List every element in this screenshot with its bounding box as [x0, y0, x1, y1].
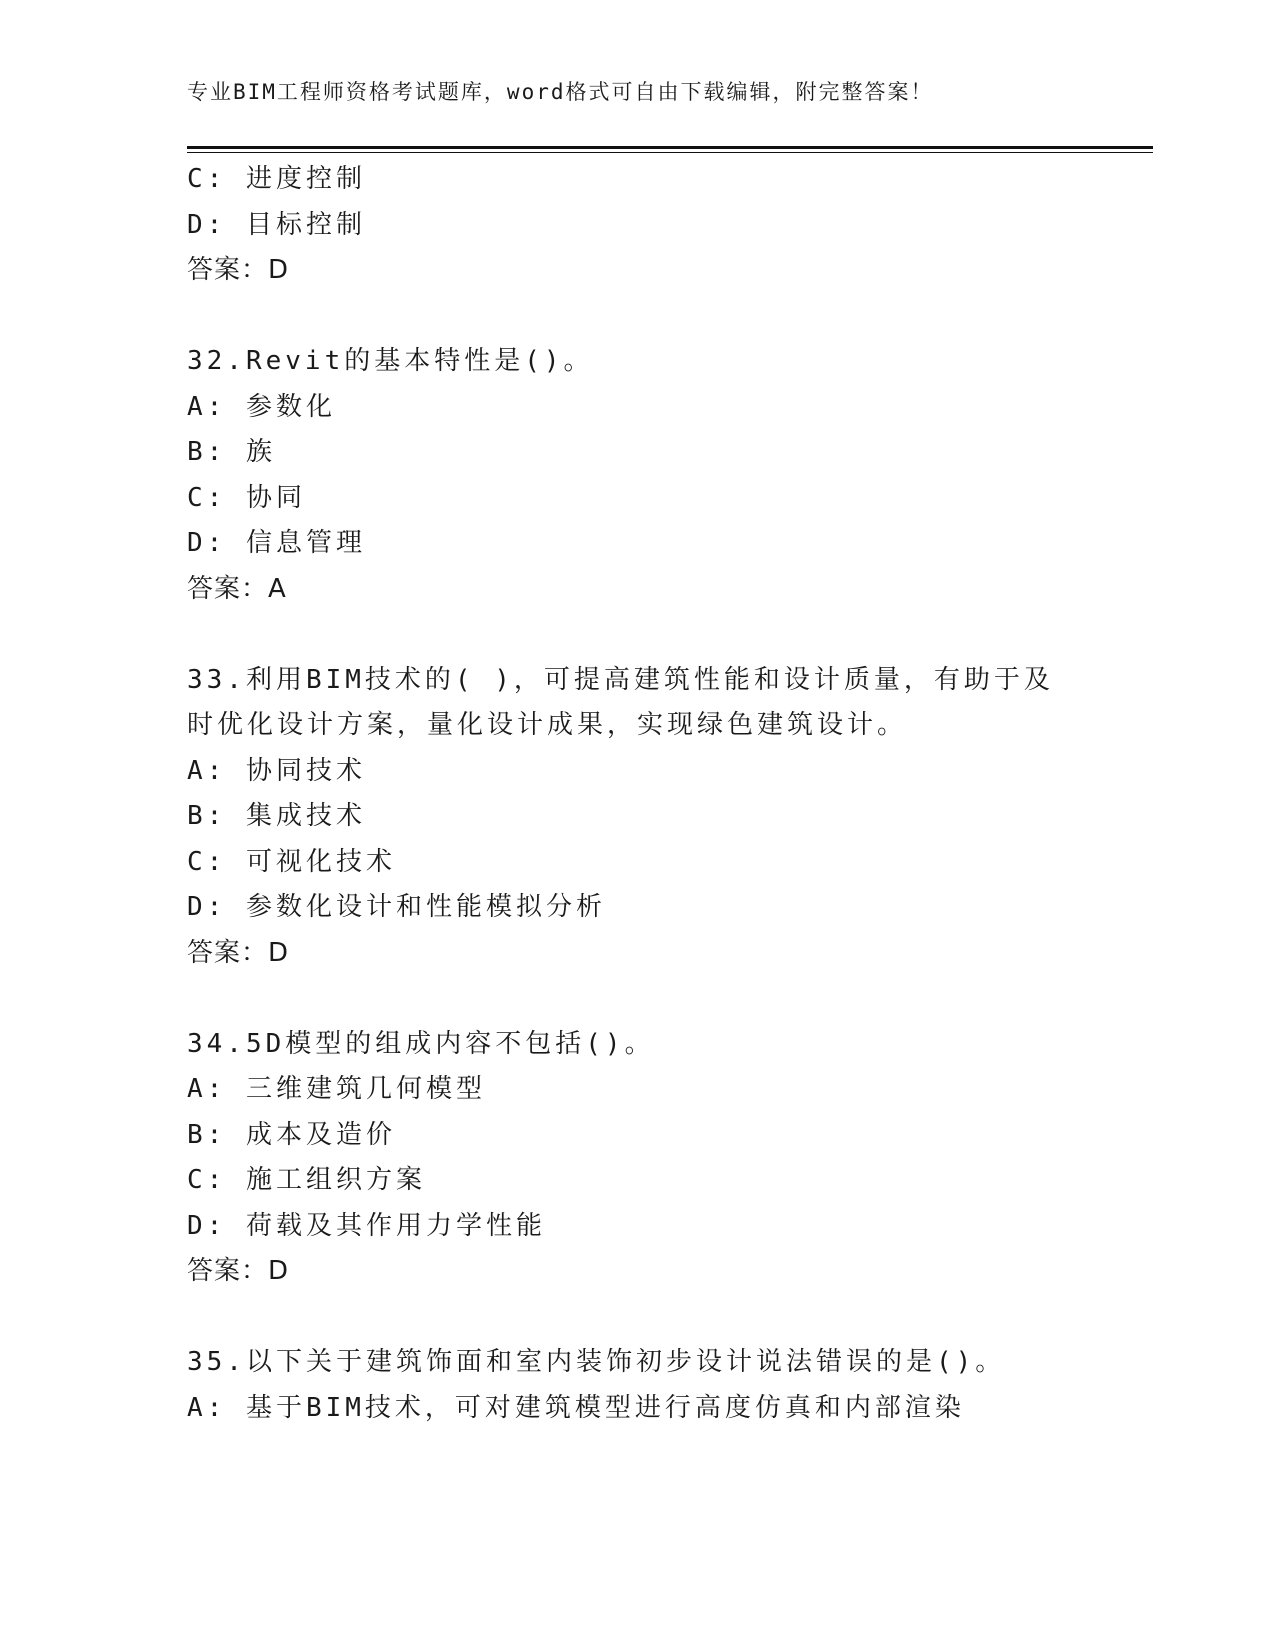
answer-line: 答案：D	[187, 255, 290, 285]
header-rule-thick	[187, 146, 1153, 149]
option-line: C: 可视化技术	[187, 846, 396, 877]
option-line: B: 成本及造价	[187, 1119, 396, 1150]
question-stem: 34.5D模型的组成内容不包括()。	[187, 1028, 655, 1059]
question-stem: 35.以下关于建筑饰面和室内装饰初步设计说法错误的是()。	[187, 1347, 1006, 1377]
option-line: C: 进度控制	[187, 164, 366, 194]
option-line: A: 基于BIM技术，可对建筑模型进行高度仿真和内部渲染	[187, 1392, 965, 1423]
option-line: C: 施工组织方案	[187, 1165, 426, 1195]
question-stem: 32.Revit的基本特性是()。	[187, 346, 594, 376]
answer-line: 答案：A	[187, 573, 287, 604]
option-line: B: 集成技术	[187, 801, 366, 831]
option-line: D: 目标控制	[187, 209, 366, 240]
question-stem: 33.利用BIM技术的( )，可提高建筑性能和设计质量，有助于及时优化设计方案，量化设计成果，实现绿色建筑设计。	[187, 664, 1054, 740]
header-rule-thin	[187, 152, 1153, 153]
option-line: A: 参数化	[187, 391, 336, 422]
option-line: D: 信息管理	[187, 528, 366, 558]
option-line: B: 族	[187, 437, 276, 467]
option-line: D: 荷载及其作用力学性能	[187, 1210, 546, 1241]
option-line: A: 三维建筑几何模型	[187, 1074, 486, 1104]
option-line: D: 参数化设计和性能模拟分析	[187, 892, 606, 922]
answer-line: 答案：D	[187, 1256, 290, 1286]
option-line: A: 协同技术	[187, 755, 366, 786]
answer-line: 答案：D	[187, 937, 290, 968]
option-line: C: 协同	[187, 482, 306, 513]
question-content	[187, 157, 1107, 1431]
page-header: 专业BIM工程师资格考试题库，word格式可自由下载编辑，附完整答案！	[187, 80, 934, 104]
